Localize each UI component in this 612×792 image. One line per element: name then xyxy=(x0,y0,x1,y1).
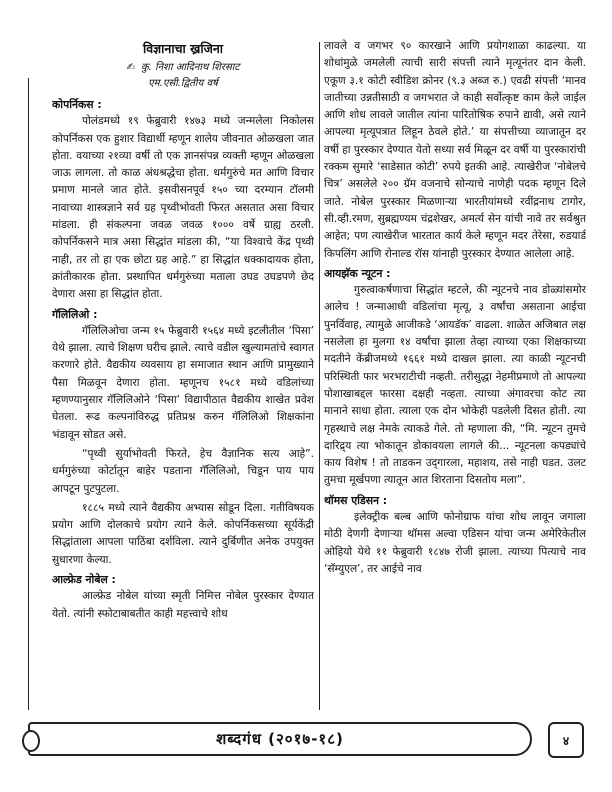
paragraph-edison: इलेक्ट्रीक बल्ब आणि फोनोग्राफ यांचा शोध लावून जगाला मोठी देणगी देणाऱ्या थॉमस अल्वा एडिसन यांचा जन्म अमेरिकेतील ओहियो येथे ११ फेब्रुवारी १८४७ रोजी झाला. त्याच्या पित्याचे नाव ‘सॅम्युएल’, तर आईचे नाव xyxy=(324,511,586,575)
article-title: विज्ञानाचा ख्रजिना xyxy=(142,41,224,56)
paragraph-nobel-continued: लावले व जगभर ९० कारखाने आणि प्रयोगशाळा काढल्या. या शोधांमुळे जमलेली त्याची सारी संपत्ती त्याने मृत्यूनंतर दान केली. एकूण ३.१ कोटी स्वीडिश क्रोनर (९.३ अब्ज रु.) एवढी संपत्ती ‘मानव जातीच्या उन्नतीसाठी व जगभरात जे काही सर्वोत्कृष्ट काम केले जाईल आणि शोध लावले जातील त्यांना पारितोषिक रुपाने द्यावी, असे त्याने आपल्या मृत्यूपत्रात लिहून ठेवले होते.’ या संपत्तीच्या व्याजातून दर वर्षी हा पुरस्कार देण्यात येतो सध्या सर्व मिळून दर वर्षी या पुरस्कारांची रक्कम सुमारे ‘साडेसात कोटी’ रुपये इतकी आहे. त्याखेरीज ‘नोबेलचे चित्र’ असलेले २०० ग्रॅम वजनाचे सोन्याचे नाणेही पदक म्हणून दिले जाते. नोबेल पुरस्कार मिळणाऱ्या भारतीयांमध्ये रवींद्रनाथ टागोर, सी.व्ही.रमण, सुब्रह्मण्यम चंद्रशेखर, अमर्त्य सेन यांची नावे तर सर्वश्रुत आहेत; पण त्याखेरीज भारतात कार्य केले म्हणून मदर तेरेसा, रुडयार्ड किपलिंग आणि रोनाल्ड रॉस यांनाही पुरस्कार देण्यात आलेला आहे. xyxy=(324,40,586,260)
paragraph-newton: गुरुत्वाकर्षणाचा सिद्धांत म्हटले, की न्यूटनचे नाव डोळ्यांसमोर आलेच ! जन्माआधी वडिलांचा मृत्यू, ३ वर्षांचा असताना आईचा पुनर्विवाह, त्यामुळे आजीकडे ‘आयडॅक’ वाढला. शाळेत अजिबात लक्ष नसलेला हा मुलगा १४ वर्षांचा झाला तेव्हा त्याच्या एका शिक्षकाच्या मदतीने केंब्रीजमध्ये १६६१ मध्ये दाखल झाला. त्या काळी न्यूटनची परिस्थिती फार भरभराटीची नव्हती. तरीसुद्धा नेहमीप्रमाणे तो आपल्या पोशाखाबद्दल फारसा दक्षही नव्हता. त्याच्या अंगावरचा कोट त्या मानाने साधा होता. त्याला एक दोन भोकेही पडलेली दिसत होती. त्या गृहस्थाचे लक्ष नेमके त्याकडे गेले. तो म्हणाला की, “मि. न्यूटन तुमचे दारिद्र्य त्या भोकातून डोकावयला लागले की... न्यूटनला कपड्यांचे काय विशेष ! तो ताडकन उद्‌गारला, महाशय, तसे नाही घडत. उलट तुमचा मूर्खपणा त्यातून आत शिरताना दिसतोय मला”. xyxy=(324,284,586,487)
column-divider xyxy=(319,42,320,710)
left-margin-rule xyxy=(28,78,29,710)
paragraph-galileo-quote: “पृथ्वी सुर्याभोवती फिरते, हेच वैज्ञानिक सत्य आहे”. धर्मगुरुंच्या कोर्टातून बाहेर पडताना गॅलिलिओ, चिडून पाय पाय आपटून पुटपुटला. xyxy=(52,447,314,495)
author-class: एम.एसी.द्वितीय वर्ष xyxy=(148,78,218,89)
heading-galileo: गॅलिलिओ : xyxy=(52,307,98,321)
page xyxy=(28,38,584,760)
pen-nib-icon: ✍ xyxy=(126,62,135,73)
footer xyxy=(28,718,584,760)
heading-copernicus: कोपर्निकस : xyxy=(52,98,102,111)
footer-scroll-banner xyxy=(28,722,532,756)
page-number: ४ xyxy=(548,722,584,758)
author-name: कु. निशा आदिनाथ शिरसाट xyxy=(140,62,240,73)
heading-edison: थॉमस एडिसन : xyxy=(324,493,388,507)
footer-title: शब्दगंध (२०१७-१८) xyxy=(216,730,344,748)
paragraph-galileo: गॅलिलिओचा जन्म १५ फेब्रुवारी १५६४ मध्ये इटलीतील ‘पिसा’ येथे झाला. त्याचे शिक्षण घरीच झाले. त्याचे वडील खुल्यामतांचे स्वागत करणारे होते. वैद्यकीय व्यवसाय हा समाजात स्थान आणि प्रामुख्याने पैसा मिळवून देणारा होता. म्हणूनच १५८१ मध्ये वडिलांच्या म्हणण्यानुसार गॅलिलिओने ‘पिसा’ विद्यापीठात वैद्यकीय शाखेत प्रवेश घेतला. रूढ कल्पनांविरुद्ध प्रतिप्रश्न करुन गॅलिलिओ शिक्षकांना भंडावून सोडत असे. xyxy=(52,324,314,441)
author-byline xyxy=(52,60,314,76)
paragraph-galileo-2: १८८५ मध्ये त्याने वैद्यकीय अभ्यास सोडून दिला. गतीविषयक प्रयोग आणि दोलकाचे प्रयोग त्याने केले. कोपर्निकसच्या सूर्यकेंद्री सिद्धांताला आपला पाठिंबा दर्शविला. त्याने दुर्बिणीत अनेक उपयुक्त सुधारणा केल्या. xyxy=(52,501,314,566)
paragraph-copernicus: पोलंडमध्ये १९ फेब्रुवारी १४७३ मध्ये जन्मलेला निकोलस कोपर्निकस एक हुशार विद्यार्थी म्हणून शालेय जीवनात ओळखला जात होता. वयाच्या २१व्या वर्षी तो एक ज्ञानसंपन्न व्यक्ती म्हणून ओळखला जाऊ लागला. तो काळ अंधश्रद्धेचा होता. धर्मगुरुंचे मत आणि विचार प्रमाण मानले जात होते. इसवीसनपूर्व १५० च्या दरम्यान टॉलमी नावाच्या शास्त्रज्ञाने सर्व ग्रह पृथ्वीभोवती फिरत असतात असा विचार मांडला. ही संकल्पना जवळ जवळ १००० वर्षे ग्राह्य ठरली. कोपर्निकसने मात्र असा सिद्धांत मांडला की, “या विश्वाचे केंद्र पृथ्वी नाही, तर तो हा एक छोटा ग्रह आहे.” हा सिद्धांत धक्कादायक होता, क्रांतीकारक होता. प्रस्थापित धर्मगुरुंच्या मताला उघड उघडपणे छेद देणारा असा हा सिद्धांत होता. xyxy=(52,115,314,301)
paragraph-nobel: आल्फ्रेड नोबेल यांच्या स्मृती निमित्त नोबेल पुरस्कार देण्यात येतो. त्यांनी स्फोटाबाबतीत काही महत्त्वाचे शोध xyxy=(52,590,314,620)
heading-newton: आयझॅक न्यूटन : xyxy=(324,266,391,280)
heading-nobel: आल्फ्रेड नोबेल : xyxy=(52,573,116,587)
right-column xyxy=(324,38,586,710)
left-column xyxy=(52,38,314,710)
